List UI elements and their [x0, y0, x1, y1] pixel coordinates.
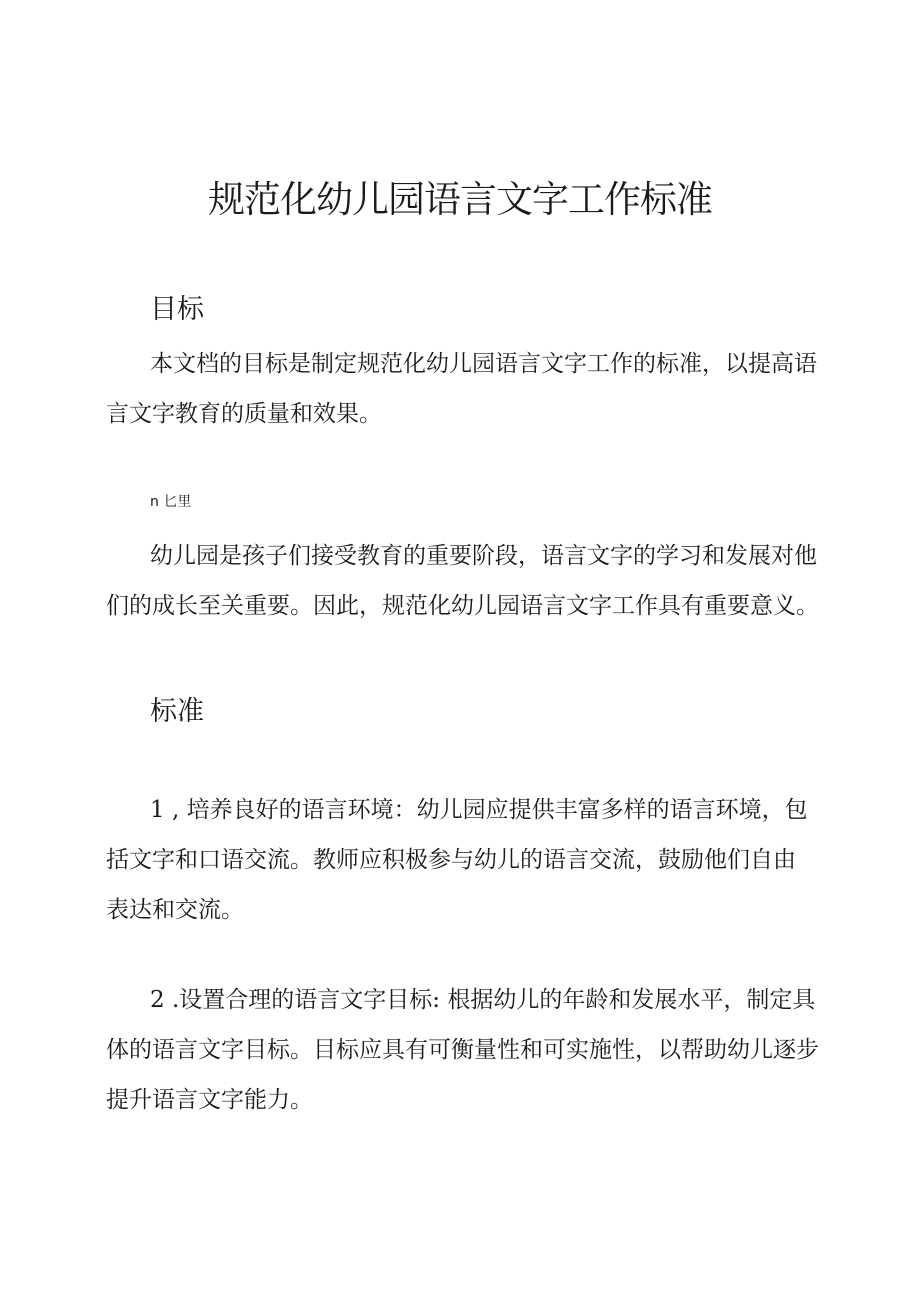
section-heading-background: n 匕里	[150, 494, 192, 510]
section-heading-standard: 标准	[150, 696, 204, 727]
standard-item-2: 2 .设置合理的语言文字目标: 根据幼儿的年龄和发展水平，制定具体的语言文字目标。目标应具有可衡量性和可实施性，以帮助幼儿逐步提升语言文字能力。	[106, 987, 819, 1113]
standard-item-1: 1 , 培养良好的语言环境：幼儿园应提供丰富多样的语言环境，包括文字和口语交流。教师应积极参与幼儿的语言交流，鼓励他们自由表达和交流。	[106, 797, 808, 923]
section-paragraph-goal: 本文档的目标是制定规范化幼儿园语言文字工作的标准，以提高语言文字教育的质量和效果。	[106, 351, 817, 427]
section-paragraph-background: 幼儿园是孩子们接受教育的重要阶段，语言文字的学习和发展对他们的成长至关重要。因此，规范化幼儿园语言文字工作具有重要意义。	[106, 543, 819, 619]
document-title: 规范化幼儿园语言文字工作标准	[208, 178, 712, 221]
section-heading-goal: 目标	[150, 294, 204, 325]
